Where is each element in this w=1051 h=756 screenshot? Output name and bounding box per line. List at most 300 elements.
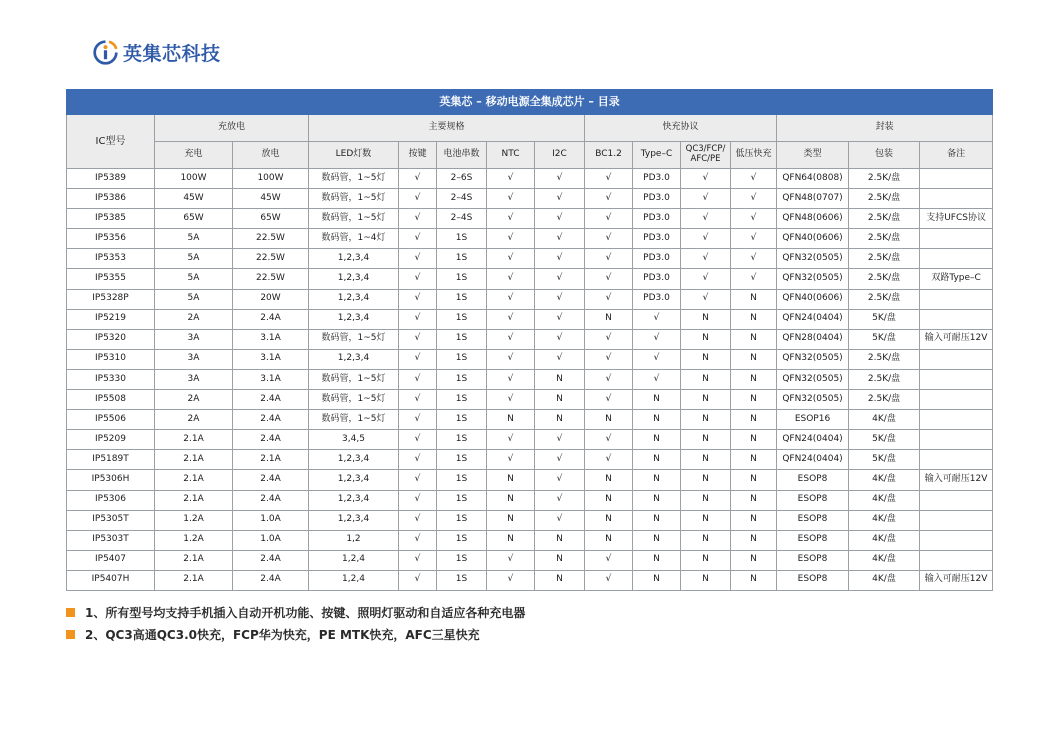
table-cell: 22.5W [233, 229, 309, 249]
table-row [67, 369, 993, 389]
table-cell [920, 430, 993, 450]
table-cell: √ [399, 550, 437, 570]
table-cell: 20W [233, 289, 309, 309]
table-cell: N [633, 410, 681, 430]
table-cell: 2A [155, 309, 233, 329]
table-cell: √ [535, 289, 585, 309]
table-cell: IP5506 [67, 410, 155, 430]
header-cells: 电池串数 [437, 142, 487, 169]
table-cell: √ [487, 570, 535, 590]
table-cell: √ [535, 490, 585, 510]
table-cell: 4K/盘 [849, 410, 920, 430]
table-cell: √ [731, 209, 777, 229]
company-logo [92, 38, 221, 66]
header-low-voltage-fast: 低压快充 [731, 142, 777, 169]
table-cell [920, 450, 993, 470]
table-cell [920, 369, 993, 389]
table-cell: √ [681, 189, 731, 209]
table-cell: N [731, 390, 777, 410]
table-cell: √ [399, 249, 437, 269]
table-cell: 2.1A [233, 450, 309, 470]
table-cell: IP5328P [67, 289, 155, 309]
table-cell: √ [585, 329, 633, 349]
table-cell: 1S [437, 269, 487, 289]
table-cell: √ [633, 329, 681, 349]
table-cell: √ [487, 550, 535, 570]
header-packing: 包装 [849, 142, 920, 169]
table-cell: QFN48(0707) [777, 189, 849, 209]
table-cell: 2.5K/盘 [849, 169, 920, 189]
table-cell: IP5303T [67, 530, 155, 550]
table-cell: 2.1A [155, 450, 233, 470]
table-cell: N [535, 530, 585, 550]
table-cell: 1,2,3,4 [309, 470, 399, 490]
table-cell: √ [585, 189, 633, 209]
table-cell: √ [487, 169, 535, 189]
table-cell: 2.4A [233, 570, 309, 590]
table-cell: N [731, 329, 777, 349]
table-cell: N [681, 470, 731, 490]
table-cell: 1,2,3,4 [309, 349, 399, 369]
table-cell: IP5508 [67, 390, 155, 410]
table-cell: QFN40(0606) [777, 229, 849, 249]
table-cell: N [731, 410, 777, 430]
table-cell: √ [399, 169, 437, 189]
table-cell [920, 390, 993, 410]
table-cell: √ [535, 450, 585, 470]
table-cell: N [633, 570, 681, 590]
table-row [67, 430, 993, 450]
table-cell: 65W [155, 209, 233, 229]
table-cell: IP5353 [67, 249, 155, 269]
table-cell: 2.1A [155, 430, 233, 450]
table-cell: √ [399, 510, 437, 530]
table-cell: 2.5K/盘 [849, 209, 920, 229]
table-cell: N [731, 470, 777, 490]
table-cell: 1,2,3,4 [309, 450, 399, 470]
table-cell: 1S [437, 390, 487, 410]
table-row [67, 309, 993, 329]
table-cell: 1,2,3,4 [309, 309, 399, 329]
table-cell: √ [681, 209, 731, 229]
table-row [67, 530, 993, 550]
table-cell: 3A [155, 369, 233, 389]
table-cell: √ [487, 229, 535, 249]
header-charge: 充电 [155, 142, 233, 169]
table-cell: N [681, 309, 731, 329]
table-cell: N [487, 470, 535, 490]
table-cell: QFN40(0606) [777, 289, 849, 309]
table-body [67, 169, 993, 591]
logo-mark-icon [92, 39, 119, 66]
table-row [67, 490, 993, 510]
table-cell: IP5356 [67, 229, 155, 249]
table-cell [920, 510, 993, 530]
table-cell: 2.5K/盘 [849, 390, 920, 410]
table-cell: 5A [155, 229, 233, 249]
table-row [67, 349, 993, 369]
header-group-package: 封装 [777, 115, 993, 142]
table-cell: N [731, 490, 777, 510]
table-cell: 2.4A [233, 309, 309, 329]
table-cell [920, 410, 993, 430]
table-cell: IP5389 [67, 169, 155, 189]
table-cell: N [731, 349, 777, 369]
table-cell: √ [731, 189, 777, 209]
table-cell: √ [399, 229, 437, 249]
table-cell: QFN32(0505) [777, 390, 849, 410]
table-cell: N [535, 390, 585, 410]
table-cell: ESOP8 [777, 530, 849, 550]
table-cell [920, 530, 993, 550]
table-cell: 2–6S [437, 169, 487, 189]
table-cell: 2.5K/盘 [849, 269, 920, 289]
table-cell: 2.4A [233, 430, 309, 450]
table-cell: 3.1A [233, 329, 309, 349]
table-cell: √ [487, 289, 535, 309]
table-cell: √ [585, 570, 633, 590]
table-cell: √ [399, 309, 437, 329]
table-cell: N [731, 570, 777, 590]
table-cell: N [681, 570, 731, 590]
table-cell: N [487, 410, 535, 430]
table-cell: √ [535, 249, 585, 269]
table-cell: 1S [437, 349, 487, 369]
table-cell: IP5385 [67, 209, 155, 229]
table-cell: N [731, 530, 777, 550]
table-cell: 输入可耐压12V [920, 570, 993, 590]
table-cell: √ [585, 550, 633, 570]
table-cell: 1S [437, 329, 487, 349]
table-cell: √ [585, 169, 633, 189]
table-row [67, 289, 993, 309]
table-cell: 支持UFCS协议 [920, 209, 993, 229]
table-cell: 1S [437, 410, 487, 430]
table-cell: 4K/盘 [849, 570, 920, 590]
table-cell: N [681, 329, 731, 349]
table-cell: N [731, 550, 777, 570]
table-cell: √ [535, 229, 585, 249]
table-cell: 2.4A [233, 410, 309, 430]
table-cell: √ [487, 209, 535, 229]
table-cell: ESOP8 [777, 510, 849, 530]
table-cell: 2–4S [437, 209, 487, 229]
table-cell [920, 349, 993, 369]
table-cell: IP5306H [67, 470, 155, 490]
table-cell: 22.5W [233, 249, 309, 269]
table-cell: √ [487, 269, 535, 289]
table-cell: √ [487, 369, 535, 389]
table-cell: QFN24(0404) [777, 430, 849, 450]
table-cell: √ [535, 309, 585, 329]
table-cell: N [535, 570, 585, 590]
table-cell: IP5386 [67, 189, 155, 209]
table-cell: 4K/盘 [849, 470, 920, 490]
table-cell: √ [399, 189, 437, 209]
table-cell: √ [585, 349, 633, 369]
table-cell: 1S [437, 570, 487, 590]
table-cell: 5K/盘 [849, 329, 920, 349]
table-cell: N [585, 490, 633, 510]
table-cell: 4K/盘 [849, 510, 920, 530]
table-cell: 4K/盘 [849, 490, 920, 510]
header-typec: Type–C [633, 142, 681, 169]
table-cell: √ [487, 450, 535, 470]
table-cell: 输入可耐压12V [920, 470, 993, 490]
table-cell: √ [535, 269, 585, 289]
table-cell: IP5407 [67, 550, 155, 570]
table-cell: 5A [155, 289, 233, 309]
table-cell: ESOP8 [777, 550, 849, 570]
table-cell: N [681, 450, 731, 470]
header-remark: 备注 [920, 142, 993, 169]
table-cell: N [681, 530, 731, 550]
table-cell: √ [585, 369, 633, 389]
table-cell: 1S [437, 309, 487, 329]
header-ic-model: IC型号 [67, 115, 155, 169]
table-cell: IP5310 [67, 349, 155, 369]
table-cell: 5K/盘 [849, 430, 920, 450]
table-cell: 2.5K/盘 [849, 369, 920, 389]
table-cell: N [681, 430, 731, 450]
table-cell: PD3.0 [633, 169, 681, 189]
table-cell: √ [585, 209, 633, 229]
table-cell: ESOP8 [777, 490, 849, 510]
table-cell: N [535, 369, 585, 389]
table-cell: N [731, 450, 777, 470]
table-cell: QFN64(0808) [777, 169, 849, 189]
table-cell: 数码管，1~5灯 [309, 189, 399, 209]
table-cell: √ [681, 269, 731, 289]
table-cell: 2A [155, 390, 233, 410]
footnote-item [66, 623, 525, 645]
table-cell: N [487, 530, 535, 550]
table-cell: 2.1A [155, 470, 233, 490]
table-cell: N [731, 430, 777, 450]
table-cell: N [681, 510, 731, 530]
table-cell: N [585, 410, 633, 430]
square-bullet-icon [66, 630, 75, 639]
table-cell: N [585, 470, 633, 490]
square-bullet-icon [66, 608, 75, 617]
table-cell: 2.5K/盘 [849, 189, 920, 209]
table-cell: 2.5K/盘 [849, 349, 920, 369]
header-group-spec: 主要规格 [309, 115, 585, 142]
table-cell: N [633, 470, 681, 490]
table-cell: N [585, 510, 633, 530]
table-cell: N [633, 510, 681, 530]
table-cell: √ [399, 530, 437, 550]
table-cell: 1S [437, 490, 487, 510]
table-cell: 1S [437, 550, 487, 570]
table-cell: 45W [233, 189, 309, 209]
table-row [67, 209, 993, 229]
table-cell: 1,2,3,4 [309, 269, 399, 289]
header-discharge: 放电 [233, 142, 309, 169]
company-name: 英集芯科技 [123, 42, 221, 65]
product-catalog-table-wrapper [66, 89, 992, 591]
table-cell: √ [399, 470, 437, 490]
table-cell: 45W [155, 189, 233, 209]
table-cell: √ [585, 229, 633, 249]
table-cell: √ [535, 189, 585, 209]
table-cell: N [731, 309, 777, 329]
table-row [67, 410, 993, 430]
table-cell: QFN24(0404) [777, 450, 849, 470]
table-cell: √ [731, 229, 777, 249]
table-cell: √ [633, 349, 681, 369]
table-cell: √ [535, 510, 585, 530]
table-cell: N [633, 430, 681, 450]
table-cell [920, 249, 993, 269]
header-qc-fcp-afc-pe: QC3/FCP/ AFC/PE [681, 142, 731, 169]
header-group-fast-charge: 快充协议 [585, 115, 777, 142]
table-cell: 2.4A [233, 490, 309, 510]
footnote-item [66, 601, 525, 623]
table-row [67, 390, 993, 410]
table-cell: N [535, 410, 585, 430]
table-cell: N [681, 369, 731, 389]
table-cell: N [633, 490, 681, 510]
table-cell: √ [399, 390, 437, 410]
table-cell: IP5320 [67, 329, 155, 349]
table-cell: IP5219 [67, 309, 155, 329]
table-cell: 5A [155, 269, 233, 289]
table-cell [920, 309, 993, 329]
table-cell: 1S [437, 470, 487, 490]
table-cell: 1S [437, 369, 487, 389]
table-cell: N [681, 490, 731, 510]
table-cell: √ [535, 169, 585, 189]
table-cell: ESOP16 [777, 410, 849, 430]
table-cell: PD3.0 [633, 249, 681, 269]
table-cell: √ [585, 289, 633, 309]
table-cell: √ [399, 450, 437, 470]
table-cell: 2–4S [437, 189, 487, 209]
table-row [67, 550, 993, 570]
table-row [67, 169, 993, 189]
table-cell: PD3.0 [633, 209, 681, 229]
table-cell: √ [399, 269, 437, 289]
table-cell: IP5330 [67, 369, 155, 389]
table-cell: 1.2A [155, 530, 233, 550]
table-cell: N [633, 530, 681, 550]
table-cell: 2.4A [233, 390, 309, 410]
header-group-charge: 充放电 [155, 115, 309, 142]
table-row [67, 249, 993, 269]
table-cell: √ [399, 410, 437, 430]
table-cell: √ [535, 329, 585, 349]
table-cell: √ [487, 329, 535, 349]
table-cell: N [731, 369, 777, 389]
table-cell: √ [585, 390, 633, 410]
table-cell: 2.4A [233, 470, 309, 490]
table-cell: √ [681, 249, 731, 269]
table-cell: 1.0A [233, 530, 309, 550]
table-cell [920, 289, 993, 309]
table-row [67, 470, 993, 490]
table-cell [920, 189, 993, 209]
table-row [67, 329, 993, 349]
table-cell: QFN48(0606) [777, 209, 849, 229]
table-cell: 数码管，1~5灯 [309, 209, 399, 229]
table-cell: N [633, 450, 681, 470]
table-cell: √ [633, 369, 681, 389]
table-cell: N [487, 510, 535, 530]
table-cell: 1S [437, 450, 487, 470]
table-cell: 100W [233, 169, 309, 189]
table-cell: 3.1A [233, 349, 309, 369]
table-cell: IP5305T [67, 510, 155, 530]
table-row [67, 570, 993, 590]
table-cell: 双路Type–C [920, 269, 993, 289]
table-cell: √ [399, 369, 437, 389]
header-i2c: I2C [535, 142, 585, 169]
table-row [67, 269, 993, 289]
table-cell [920, 169, 993, 189]
table-cell: √ [681, 289, 731, 309]
header-package-type: 类型 [777, 142, 849, 169]
table-cell: √ [535, 470, 585, 490]
table-cell: √ [399, 570, 437, 590]
header-key: 按键 [399, 142, 437, 169]
table-cell: 2.5K/盘 [849, 229, 920, 249]
table-cell: 65W [233, 209, 309, 229]
table-cell: 1S [437, 289, 487, 309]
table-cell: 1S [437, 510, 487, 530]
table-cell: 3A [155, 329, 233, 349]
table-cell: 1,2,3,4 [309, 510, 399, 530]
table-cell: 3A [155, 349, 233, 369]
table-cell: QFN24(0404) [777, 309, 849, 329]
table-cell: 3,4,5 [309, 430, 399, 450]
table-cell: 1,2,3,4 [309, 289, 399, 309]
table-cell: √ [487, 189, 535, 209]
product-catalog-table [66, 89, 993, 591]
table-cell: √ [585, 249, 633, 269]
table-cell: IP5306 [67, 490, 155, 510]
table-cell: √ [585, 430, 633, 450]
table-cell: 5A [155, 249, 233, 269]
table-cell: √ [487, 349, 535, 369]
header-led: LED灯数 [309, 142, 399, 169]
table-cell: √ [399, 349, 437, 369]
table-cell: √ [399, 209, 437, 229]
table-cell: N [731, 289, 777, 309]
table-cell: √ [487, 249, 535, 269]
table-cell: 1S [437, 430, 487, 450]
table-cell: 5K/盘 [849, 450, 920, 470]
table-cell: 5K/盘 [849, 309, 920, 329]
table-cell: √ [731, 269, 777, 289]
table-cell: ESOP8 [777, 470, 849, 490]
table-cell: √ [535, 430, 585, 450]
table-cell: √ [633, 309, 681, 329]
table-cell: 数码管，1~5灯 [309, 169, 399, 189]
table-cell: 输入可耐压12V [920, 329, 993, 349]
table-row [67, 229, 993, 249]
table-cell: √ [399, 289, 437, 309]
table-cell: 1,2 [309, 530, 399, 550]
table-cell: √ [399, 430, 437, 450]
table-cell: N [681, 349, 731, 369]
table-cell: √ [681, 229, 731, 249]
table-cell: 100W [155, 169, 233, 189]
table-cell: 数码管，1~4灯 [309, 229, 399, 249]
table-cell: √ [585, 450, 633, 470]
table-cell: 2.5K/盘 [849, 289, 920, 309]
table-cell: 数码管，1~5灯 [309, 369, 399, 389]
